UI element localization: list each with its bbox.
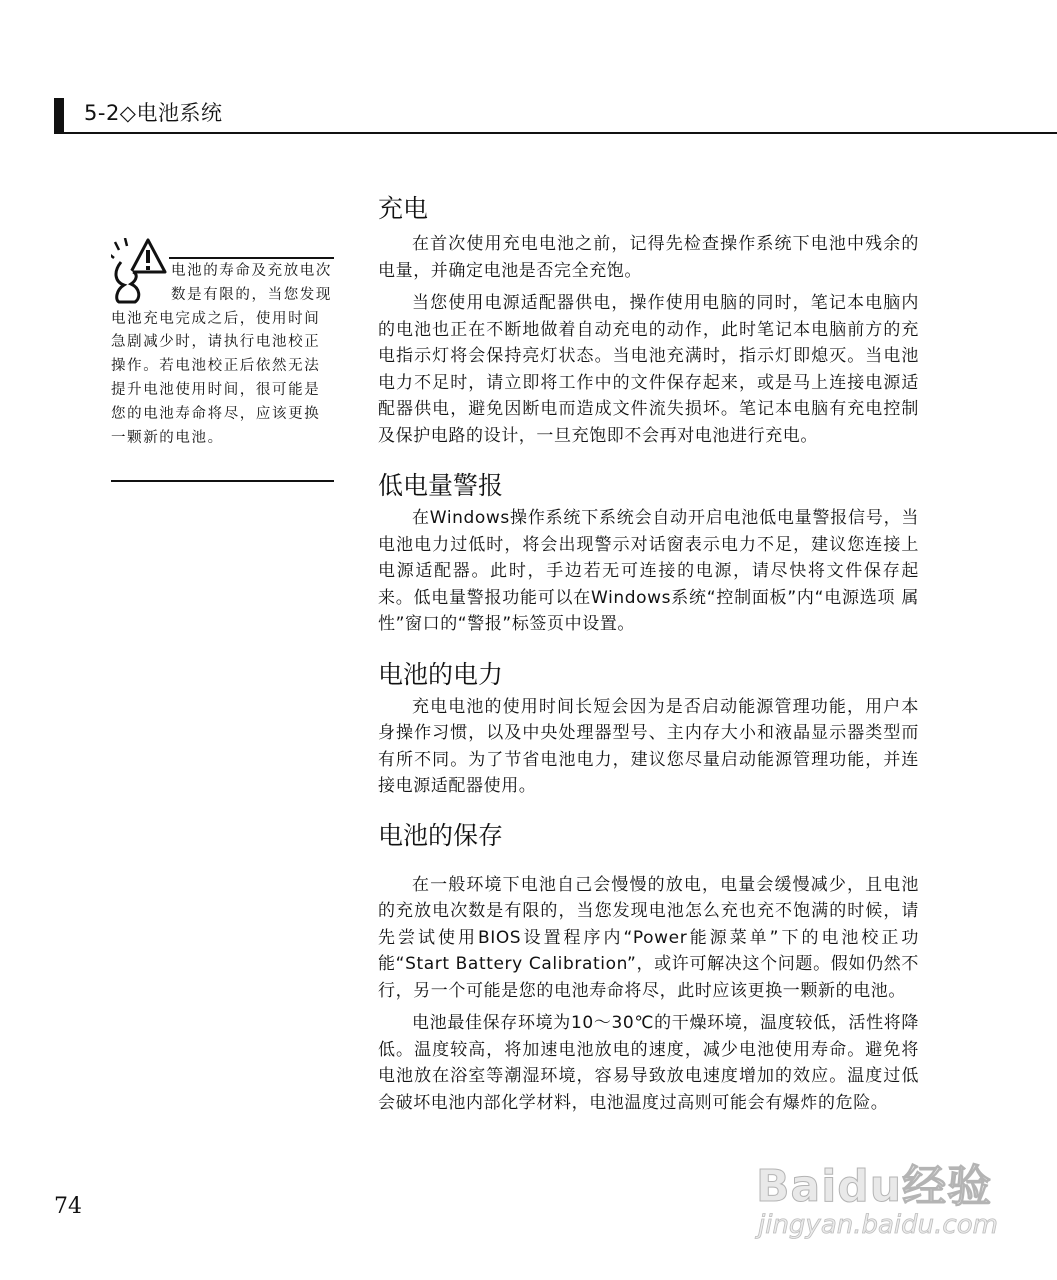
section-title-low-battery-alarm: 低电量警报 (378, 471, 504, 500)
sidebar-note-text: 电池的寿命及充放电次数是有限的，当您发现电池充电完成之后，使用时间急剧减少时，请执行电池校正操作。若电池校正后依然无法提升电池使用时间，很可能是您的电池寿命将尽，应该更换一颗新的电池。 (111, 263, 332, 446)
paragraph: 在Windows操作系统下系统会自动开启电池低电量警报信号，当电池电力过低时，将会出现警示对话窗表示电力不足，建议您连接上电源适配器。此时，手边若无可连接的电源，请尽快将文件保存起来。低电量警报功能可以在Windows系统“控制面板”内“电源选项 属性”窗口的“警报”标签页中设置。 (378, 508, 919, 634)
sidebar-top-rule (169, 257, 334, 259)
header-rule (54, 132, 1057, 134)
section-title-battery-storage: 电池的保存 (378, 820, 504, 850)
section-title-charging: 充电 (378, 194, 429, 223)
page-header-title: 5-2◇电池系统 (84, 101, 223, 125)
page-number: 74 (54, 1194, 82, 1219)
watermark-url: jingyan.baidu.com (758, 1210, 998, 1240)
section-title-battery-power: 电池的电力 (378, 659, 504, 689)
watermark (748, 1150, 998, 1260)
main-content (378, 193, 919, 1116)
paragraph: 充电电池的使用时间长短会因为是否启动能源管理功能，用户本身操作习惯，以及中央处理器型号、主内存大小和液晶显示器类型而有所不同。为了节省电池电力，建议您尽量启动能源管理功能，并连接电源适配器使用。 (378, 696, 919, 796)
paragraph: 电池最佳保存环境为10～30℃的干燥环境，温度较低，活性将降低。温度较高，将加速电池放电的速度，减少电池使用寿命。避免将电池放在浴室等潮湿环境，容易导致放电速度增加的效应。温度过低会破坏电池内部化学材料，电池温度过高则可能会有爆炸的危险。 (378, 1013, 919, 1113)
header-bar (54, 98, 64, 134)
watermark-logo: Baidu经验 (756, 1161, 993, 1212)
sidebar-note-body (111, 260, 334, 450)
paragraph: 在首次使用充电电池之前，记得先检查操作系统下电池中残余的电量，并确定电池是否完全充饱。 (378, 234, 919, 281)
paragraph: 当您使用电源适配器供电，操作使用电脑的同时，笔记本电脑内的电池也正在不断地做着自动充电的动作，此时笔记本电脑前方的充电指示灯将会保持亮灯状态。当电池充满时，指示灯即熄灭。当电池电力不足时，请立即将工作中的文件保存起来，或是马上连接电源适配器供电，避免因断电而造成文件流失损坏。笔记本电脑有充电控制及保护电路的设计，一旦充饱即不会再对电池进行充电。 (378, 293, 919, 446)
sidebar-bottom-rule (111, 480, 334, 482)
paragraph: 在一般环境下电池自己会慢慢的放电，电量会缓慢减少，且电池的充放电次数是有限的，当您发现电池怎么充也充不饱满的时候，请先尝试使用BIOS设置程序内“Power能源菜单”下的电池校正功能“Start Battery Calibration”，或许可解决这个问题。假如仍然不行，另一个可能是您的电池寿命将尽，此时应该更换一颗新的电池。 (378, 874, 919, 1001)
